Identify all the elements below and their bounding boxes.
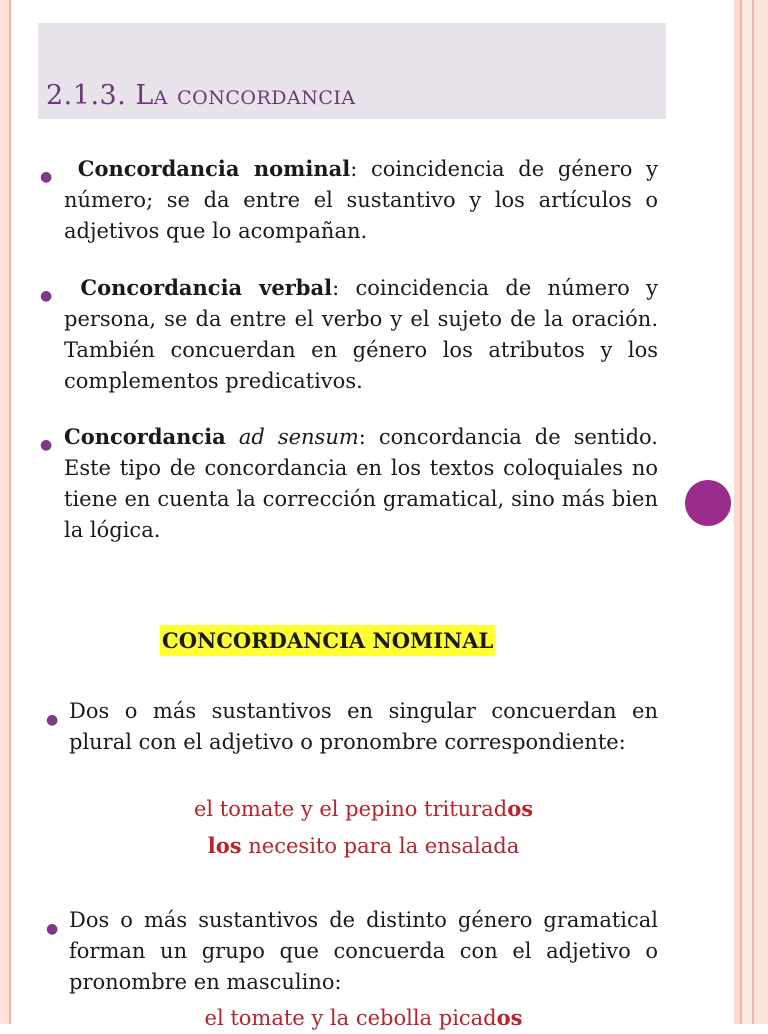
definition: : coincidencia de número y persona, se da entre el verbo y el sujeto de la oración. También concuerdan en género los atributos y los complementos predicativos. <box>64 276 658 393</box>
definition: : coincidencia de género y número; se da entre el sustantivo y los artículos o adjetivos que lo acompañan. <box>64 157 658 243</box>
term: Concordancia verbal <box>80 275 333 300</box>
bullet-icon: ● <box>40 288 53 304</box>
example-line: el tomate y la cebolla picados <box>204 1005 523 1030</box>
intro-item-ad-sensum <box>64 421 658 546</box>
bullet-icon: ● <box>46 712 59 728</box>
intro-item-nominal <box>64 153 658 247</box>
example-line: el tomate y el pepino triturados <box>193 796 534 821</box>
right-border-decoration <box>734 0 768 1024</box>
section-rule-plural: Dos o más sustantivos en singular concuerdan en plural con el adjetivo o pronombre correspondiente: <box>69 699 658 754</box>
term-italic: ad sensum <box>238 425 359 449</box>
slide-title: 2.1.3. La concordancia <box>46 80 356 111</box>
definition: : concordancia de sentido. Este tipo de concordancia en los textos coloquiales no tiene en cuenta la corrección gramatical, sino más bien la lógica. <box>64 425 658 542</box>
section-heading: CONCORDANCIA NOMINAL <box>160 625 495 656</box>
bullet-icon: ● <box>46 921 59 937</box>
section-rule-gender: Dos o más sustantivos de distinto género gramatical forman un grupo que concuerda con el adjetivo o pronombre en masculino: <box>69 908 658 994</box>
bullet-icon: ● <box>40 437 53 453</box>
term: Concordancia nominal <box>77 156 351 181</box>
bullet-icon: ● <box>40 169 53 185</box>
intro-item-verbal <box>64 272 658 397</box>
term: Concordancia <box>64 424 226 449</box>
decorative-dot <box>685 480 731 526</box>
left-border-decoration <box>0 0 11 1024</box>
example-line: los necesito para la ensalada <box>207 833 520 858</box>
